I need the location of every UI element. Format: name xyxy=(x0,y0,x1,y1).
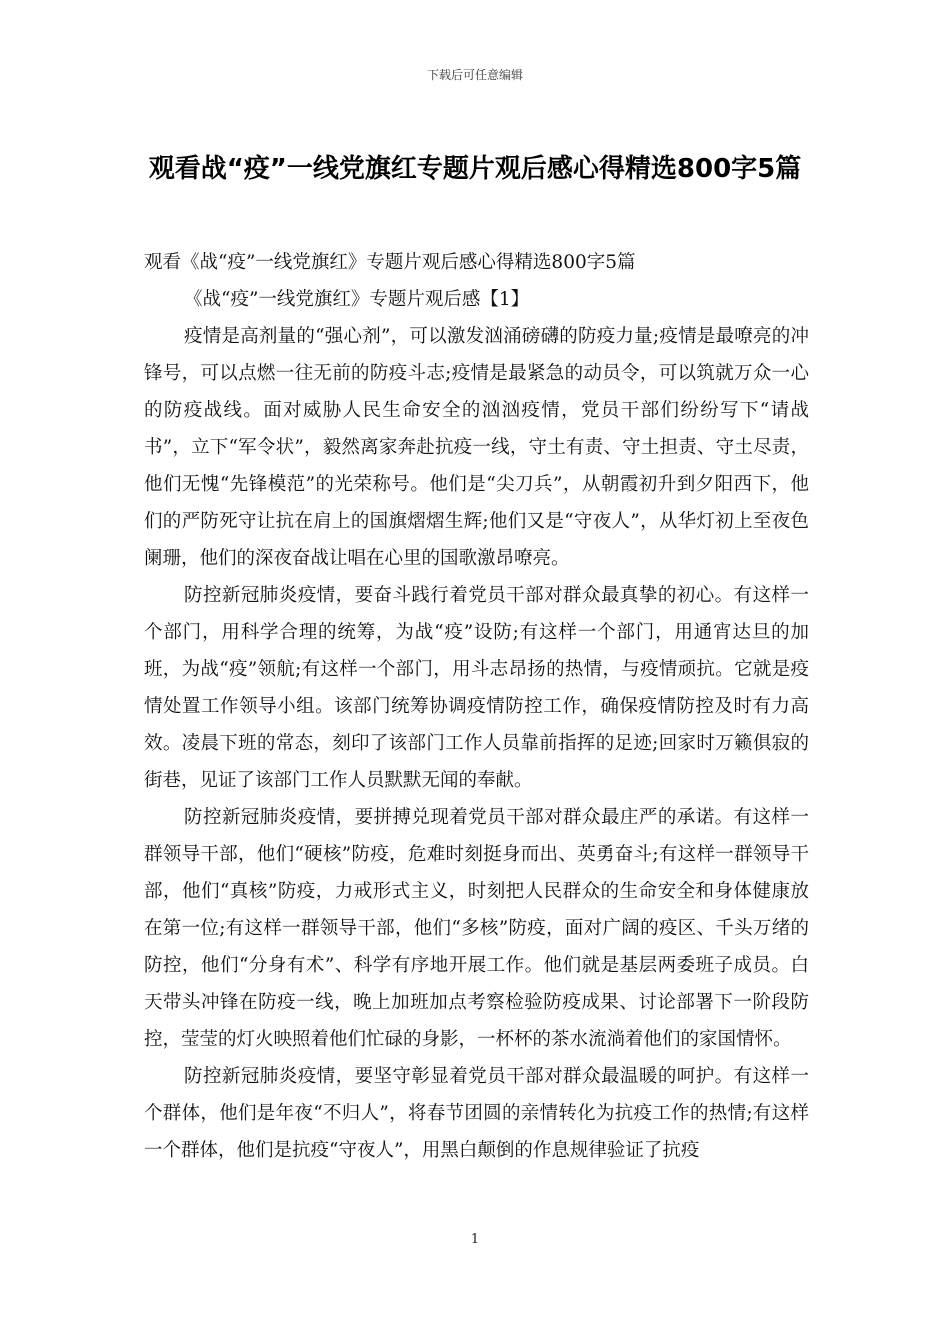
document-subtitle: 观看《战“疫”一线党旗红》专题片观后感心得精选800字5篇 xyxy=(144,252,636,273)
paragraph: 防控新冠肺炎疫情，要坚守彰显着党员干部对群众最温暖的呵护。有这样一个群体，他们是年夜“不归人”，将春节团圆的亲情转化为抗疫工作的热情;有这样一个群体，他们是抗疫“守夜人”，用黑白颠倒的作息规律验证了抗疫 xyxy=(144,1066,809,1161)
page-number: 1 xyxy=(470,1232,480,1247)
document-body xyxy=(144,244,809,1169)
section-heading: 《战“疫”一线党旗红》专题片观后感【1】 xyxy=(184,289,530,310)
header-note: 下载后可任意编辑 xyxy=(426,68,523,82)
paragraph: 疫情是高剂量的“强心剂”，可以激发汹涌磅礴的防疫力量;疫情是最嘹亮的冲锋号，可以点燃一往无前的防疫斗志;疫情是最紧急的动员令，可以筑就万众一心的防疫战线。面对威胁人民生命安全的汹汹疫情，党员干部们纷纷写下“请战书”，立下“军令状”，毅然离家奔赴抗疫一线，守土有责、守土担责、守土尽责，他们无愧“先锋模范”的光荣称号。他们是“尖刀兵”，从朝霞初升到夕阳西下，他们的严防死守让抗在肩上的国旗熠熠生辉;他们又是“守夜人”，从华灯初上至夜色阑珊，他们的深夜奋战让唱在心里的国歌激昂嘹亮。 xyxy=(144,326,809,569)
paragraph: 防控新冠肺炎疫情，要拼搏兑现着党员干部对群众最庄严的承诺。有这样一群领导干部，他们“硬核”防疫，危难时刻挺身而出、英勇奋斗;有这样一群领导干部，他们“真核”防疫，力戒形式主义，时刻把人民群众的生命安全和身体健康放在第一位;有这样一群领导干部，他们“多核”防疫，面对广阔的疫区、千头万绪的防控，他们“分身有术”、科学有序地开展工作。他们就是基层两委班子成员。白天带头冲锋在防疫一线，晚上加班加点考察检验防疫成果、讨论部署下一阶段防控，莹莹的灯火映照着他们忙碌的身影，一杯杯的茶水流淌着他们的家国情怀。 xyxy=(144,807,809,1050)
paragraph: 防控新冠肺炎疫情，要奋斗践行着党员干部对群众最真挚的初心。有这样一个部门，用科学合理的统筹，为战“疫”设防;有这样一个部门，用通宵达旦的加班，为战“疫”领航;有这样一个部门，用斗志昂扬的热情，与疫情顽抗。它就是疫情处置工作领导小组。该部门统筹协调疫情防控工作，确保疫情防控及时有力高效。凌晨下班的常态，刻印了该部门工作人员靠前指挥的足迹;回家时万籁俱寂的街巷，见证了该部门工作人员默默无闻的奉献。 xyxy=(144,585,809,791)
document-title: 观看战“疫”一线党旗红专题片观后感心得精选800字5篇 xyxy=(148,154,802,184)
